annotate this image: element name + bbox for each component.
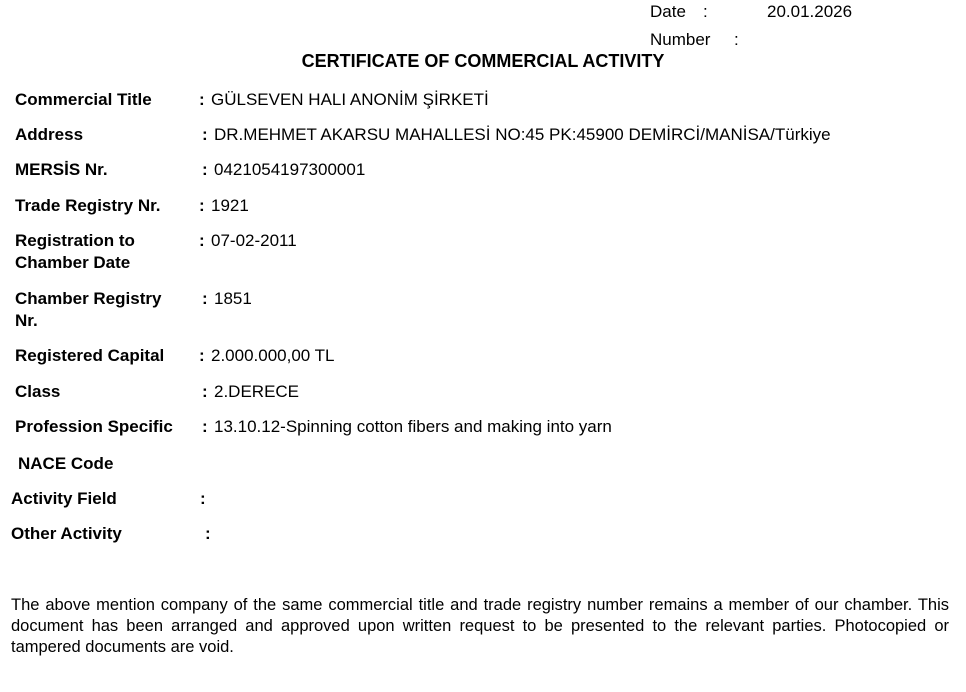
field-value-class: 2.DERECE <box>214 382 300 401</box>
field-label-address: Address <box>15 125 84 144</box>
field-value-trade-registry: 1921 <box>211 196 249 215</box>
field-colon: : <box>202 160 208 179</box>
field-value-chamber-registry: 1851 <box>214 289 252 308</box>
field-label-other-activity: Other Activity <box>11 524 122 543</box>
field-label-registration-date: Registration to <box>15 231 135 250</box>
field-label-nace-code: NACE Code <box>18 454 114 473</box>
field-label-profession-specific: Profession Specific <box>15 417 173 436</box>
field-label-mersis: MERSİS Nr. <box>15 160 108 179</box>
field-colon: : <box>199 90 205 109</box>
field-label-trade-registry: Trade Registry Nr. <box>15 196 161 215</box>
statement-paragraph: The above mention company of the same commercial title and trade registry number remains a member of our chamber. This document has been arranged and approved upon written request to be presented to the relevant parties. Photocopied or tampered documents are void. <box>11 596 949 656</box>
date-colon: : <box>703 2 708 21</box>
field-colon: : <box>202 382 208 401</box>
field-value-address: DR.MEHMET AKARSU MAHALLESİ NO:45 PK:45900 DEMİRCİ/MANİSA/Türkiye <box>214 125 831 144</box>
field-value-mersis: 0421054197300001 <box>214 160 366 179</box>
field-value-registration-date: 07-02-2011 <box>211 231 297 250</box>
field-label-registration-date-line2: Chamber Date <box>15 253 131 272</box>
field-label-registered-capital: Registered Capital <box>15 346 165 365</box>
field-label-commercial-title: Commercial Title <box>15 90 152 109</box>
field-colon: : <box>202 289 208 308</box>
date-label: Date <box>650 2 686 21</box>
field-colon: : <box>200 489 206 508</box>
field-value-commercial-title: GÜLSEVEN HALI ANONİM ŞİRKETİ <box>211 90 489 109</box>
document-title: CERTIFICATE OF COMMERCIAL ACTIVITY <box>301 51 665 71</box>
field-colon: : <box>199 196 205 215</box>
field-colon: : <box>199 346 205 365</box>
field-label-activity-field: Activity Field <box>11 489 117 508</box>
number-colon: : <box>734 30 739 49</box>
field-colon: : <box>205 524 211 543</box>
number-label: Number <box>650 30 711 49</box>
field-label-chamber-registry: Chamber Registry <box>15 289 162 308</box>
field-value-registered-capital: 2.000.000,00 TL <box>211 346 335 365</box>
field-label-chamber-registry-line2: Nr. <box>15 311 38 330</box>
field-colon: : <box>202 417 208 436</box>
field-colon: : <box>199 231 205 250</box>
field-colon: : <box>202 125 208 144</box>
field-label-class: Class <box>15 382 61 401</box>
field-value-profession-specific: 13.10.12-Spinning cotton fibers and making into yarn <box>214 417 612 436</box>
date-value: 20.01.2026 <box>767 2 853 21</box>
